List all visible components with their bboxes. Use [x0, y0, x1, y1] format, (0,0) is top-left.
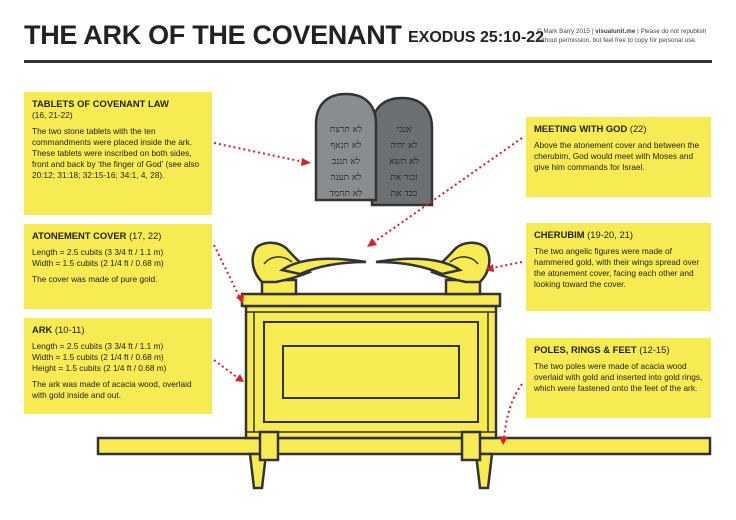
callout-tablets-ref: (16, 21-22): [32, 110, 73, 120]
callout-atonement-length: Length = 2.5 cubits (3 3/4 ft / 1.1 m): [32, 247, 164, 257]
tablet-left-line-5: לא תחמד: [329, 189, 363, 199]
tablet-left-line-2: לא תנאף: [330, 141, 362, 151]
callout-ark-heading: [32, 324, 204, 336]
callout-meeting-title: MEETING WITH GOD: [534, 123, 628, 134]
tablet-left-line-3: לא תגנב: [331, 157, 361, 167]
callout-ark-title: ARK: [32, 324, 53, 335]
callout-meeting-ref: (22): [629, 123, 647, 134]
scripture-reference: EXODUS 25:10-22: [408, 29, 545, 46]
callout-cherubim-title: CHERUBIM: [534, 229, 585, 240]
callout-atonement-title: ATONEMENT COVER: [32, 230, 127, 241]
callout-cherubim-ref: (19-20, 21): [587, 229, 633, 240]
credit-note-1: Please do not republish: [640, 28, 707, 35]
tablet-left-line-1: לא תרצח: [329, 125, 363, 135]
cherub-left: [253, 243, 366, 294]
arrow-tablets: [214, 143, 304, 162]
arrow-atonement: [214, 245, 240, 298]
atonement-cover: [242, 294, 500, 306]
callout-ark-text: The ark was made of acacia wood, overlaid with gold inside and out.: [32, 379, 192, 400]
ring-right: [462, 432, 480, 460]
tablet-right-line-3: לא תשא: [389, 157, 419, 167]
callout-poles-text: The two poles were made of acacia wood overlaid with gold and inserted into gold rings, which were fastened onto the feet of the ark.: [534, 361, 703, 393]
callout-poles-title: POLES, RINGS & FEET: [534, 344, 637, 355]
ark-panel-inner: [283, 346, 459, 398]
credit-note-2: without permission, but feel free to copy for personal use.: [537, 36, 697, 44]
callout-ark-ref: (10-11): [54, 324, 85, 335]
callout-atonement-ref: (17, 22): [129, 230, 162, 241]
callout-tablets-text: The two stone tablets with the ten commandments were placed inside the ark. These tablets were inscribed on both sides, front and back by ‘the finger of God’ (see also 20:12; 31:18; 32:15-16; 34:1, 4, 28).: [32, 126, 200, 180]
tablet-right-line-5: כבד את: [390, 189, 418, 199]
callout-tablets-title: TABLETS OF COVENANT LAW: [32, 98, 169, 109]
arrowhead-tablets: [301, 158, 311, 166]
callout-atonement-text: The cover was made of pure gold.: [32, 274, 158, 284]
callout-tablets: [24, 92, 212, 215]
callout-poles: [526, 338, 711, 418]
callout-ark: [24, 318, 212, 414]
callout-meeting-text: Above the atonement cover and between the cherubim, God would meet with Moses and give him commands for Israel.: [534, 140, 700, 172]
callout-ark-length: Length = 2.5 cubits (3 3/4 ft / 1.1 m): [32, 341, 164, 351]
arrow-ark: [214, 360, 238, 378]
callout-meeting-heading: [534, 123, 703, 135]
callout-cherubim-heading: [534, 229, 703, 241]
callout-atonement-cover: [24, 224, 212, 309]
arrow-cherubim: [492, 262, 522, 268]
credit-note: © Mark Barry 2015 | visualunit.me | Please do not republish without permission, but feel free to copy for personal use.: [537, 28, 707, 44]
callout-poles-ref: (12-15): [639, 344, 670, 355]
callout-cherubim-text: The two angelic figures were made of hammered gold, with their wings spread over the atonement cover, facing each other and looking toward the cover.: [534, 246, 700, 289]
tablet-left-line-4: לא תענה: [330, 173, 362, 183]
tablet-right-line-2: לא יהיה: [390, 141, 418, 151]
callout-meeting: [526, 117, 711, 197]
arrowhead-ark: [235, 374, 244, 382]
credit-site: visualunit.me: [595, 28, 636, 35]
tablet-right-line-1: אנכי: [396, 125, 412, 135]
carrying-pole: [98, 438, 710, 454]
arrow-poles: [504, 384, 522, 438]
callout-poles-heading: [534, 344, 703, 356]
callout-atonement-width: Width = 1.5 cubits (2 1/4 ft / 0.68 m): [32, 258, 164, 268]
callout-cherubim: [526, 223, 711, 311]
credit-name: © Mark Barry 2015: [537, 28, 590, 35]
page-title: THE ARK OF THE COVENANT: [24, 20, 402, 50]
arrowhead-atonement: [236, 294, 244, 304]
callout-ark-width: Width = 1.5 cubits (2 1/4 ft / 0.68 m): [32, 352, 164, 362]
tablet-right-line-4: זכור את: [390, 173, 418, 183]
callout-ark-height: Height = 1.5 cubits (2 1/4 ft / 0.68 m): [32, 363, 167, 373]
callout-atonement-heading: [32, 230, 204, 242]
ring-left: [260, 432, 278, 460]
arrowhead-meeting: [367, 238, 377, 247]
cherub-right: [376, 243, 489, 294]
